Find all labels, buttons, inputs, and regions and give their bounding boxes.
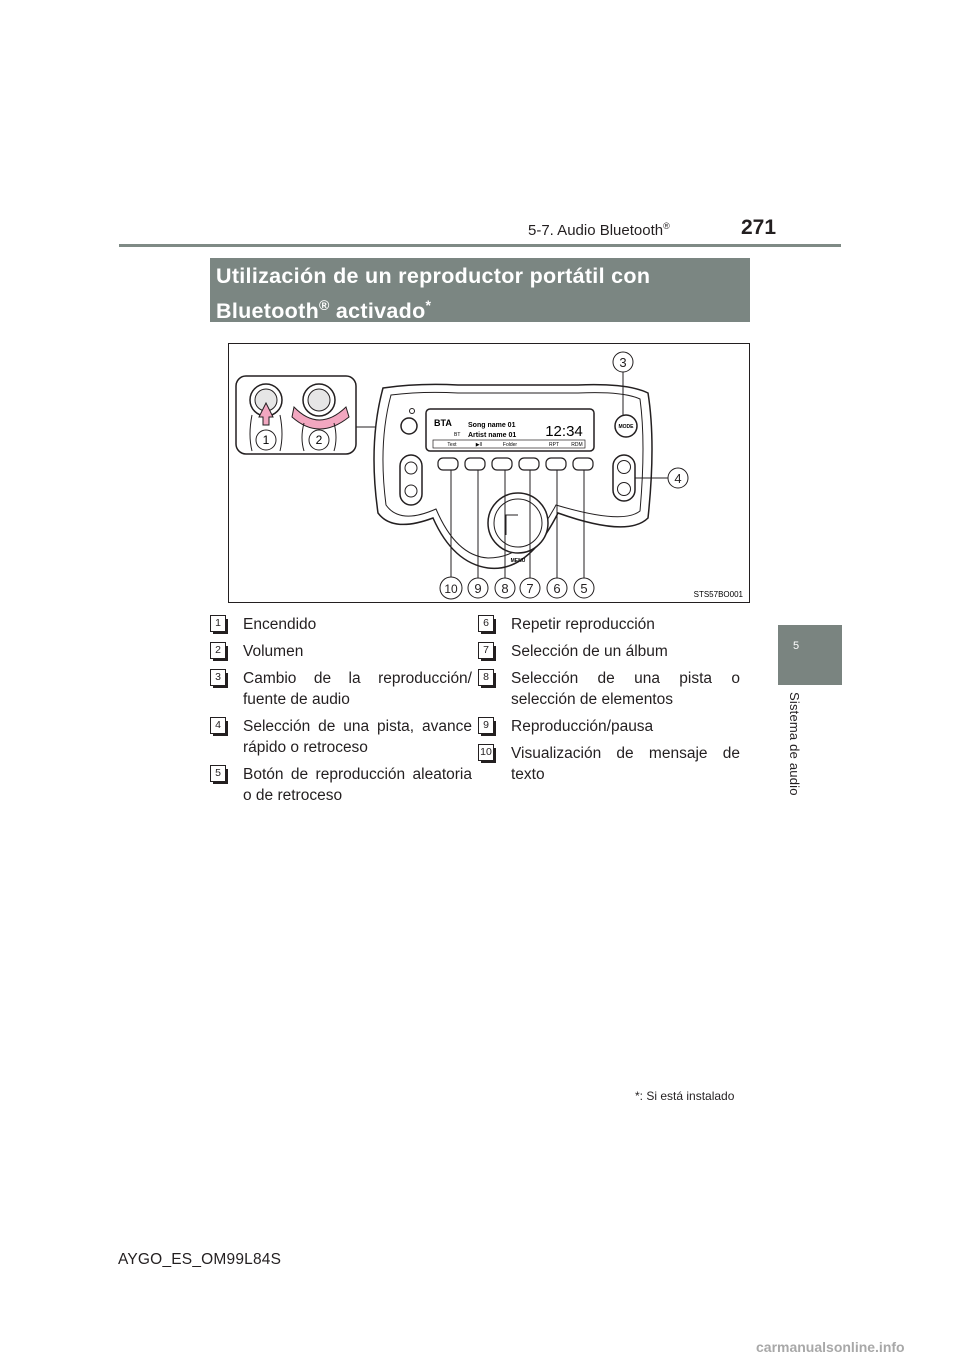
legend-item: 9 Reproducción/pausa — [478, 716, 740, 737]
callout-10: 10 — [444, 582, 458, 596]
svg-text:▶II: ▶II — [475, 442, 483, 448]
footnote: *: Si está instalado — [635, 1089, 735, 1103]
legend-item: 1 Encendido — [210, 614, 472, 635]
section-heading — [210, 258, 750, 322]
header-section-title: 5-7. Audio Bluetooth® — [528, 221, 670, 239]
mode-label: MODE — [618, 424, 634, 430]
chapter-tab — [778, 625, 842, 685]
chapter-label: Sistema de audio — [787, 692, 802, 796]
callout-9: 9 — [474, 581, 482, 596]
asterisk-icon: * — [635, 1089, 640, 1103]
callout-4: 4 — [674, 471, 682, 486]
watermark: carmanualsonline.info — [756, 1339, 905, 1355]
legend-item: 6 Repetir reproducción — [478, 614, 740, 635]
legend-left-column — [210, 614, 472, 812]
display-clock: 12:34 — [545, 423, 583, 440]
svg-text:RDM: RDM — [571, 442, 583, 448]
document-code: AYGO_ES_OM99L84S — [118, 1251, 282, 1268]
legend-item: 10 Visualización de mensaje de texto — [478, 743, 740, 785]
display-artist: Artist name 01 — [468, 432, 517, 439]
figure-code: STS57BO001 — [693, 590, 743, 599]
legend-item: 5 Botón de reproducción aleatoria o de retroceso — [210, 764, 472, 806]
header-divider — [119, 244, 841, 247]
display-song: Song name 01 — [468, 422, 516, 429]
section-heading-line2: Bluetooth® activado* — [216, 297, 432, 324]
legend-item: 3 Cambio de la reproducción/ fuente de audio — [210, 668, 472, 710]
callout-1-inset: 1 — [262, 433, 270, 447]
callout-7: 7 — [526, 581, 534, 596]
legend-item: 2 Volumen — [210, 641, 472, 662]
display-sub: BT — [454, 432, 461, 438]
svg-text:Folder: Folder — [502, 442, 518, 448]
legend-item: 4 Selección de una pista, avance rápido o retroceso — [210, 716, 472, 758]
callout-6: 6 — [553, 581, 561, 596]
legend-right-column — [478, 614, 740, 791]
chapter-number: 5 — [792, 640, 800, 652]
audio-unit-illustration — [228, 343, 750, 603]
page-number: 271 — [741, 216, 777, 239]
display-source: BTA — [434, 418, 452, 428]
callout-2-inset: 2 — [315, 433, 323, 447]
legend-item: 8 Selección de una pista o selección de elementos — [478, 668, 740, 710]
svg-text:Text: Text — [447, 442, 457, 448]
legend-item: 7 Selección de un álbum — [478, 641, 740, 662]
svg-text:RPT: RPT — [549, 442, 559, 448]
section-heading-line1: Utilización de un reproductor portátil con — [216, 264, 651, 288]
callout-3: 3 — [619, 355, 627, 370]
callout-8: 8 — [501, 581, 509, 596]
callout-5: 5 — [580, 581, 588, 596]
menu-label: MENU — [510, 558, 526, 564]
